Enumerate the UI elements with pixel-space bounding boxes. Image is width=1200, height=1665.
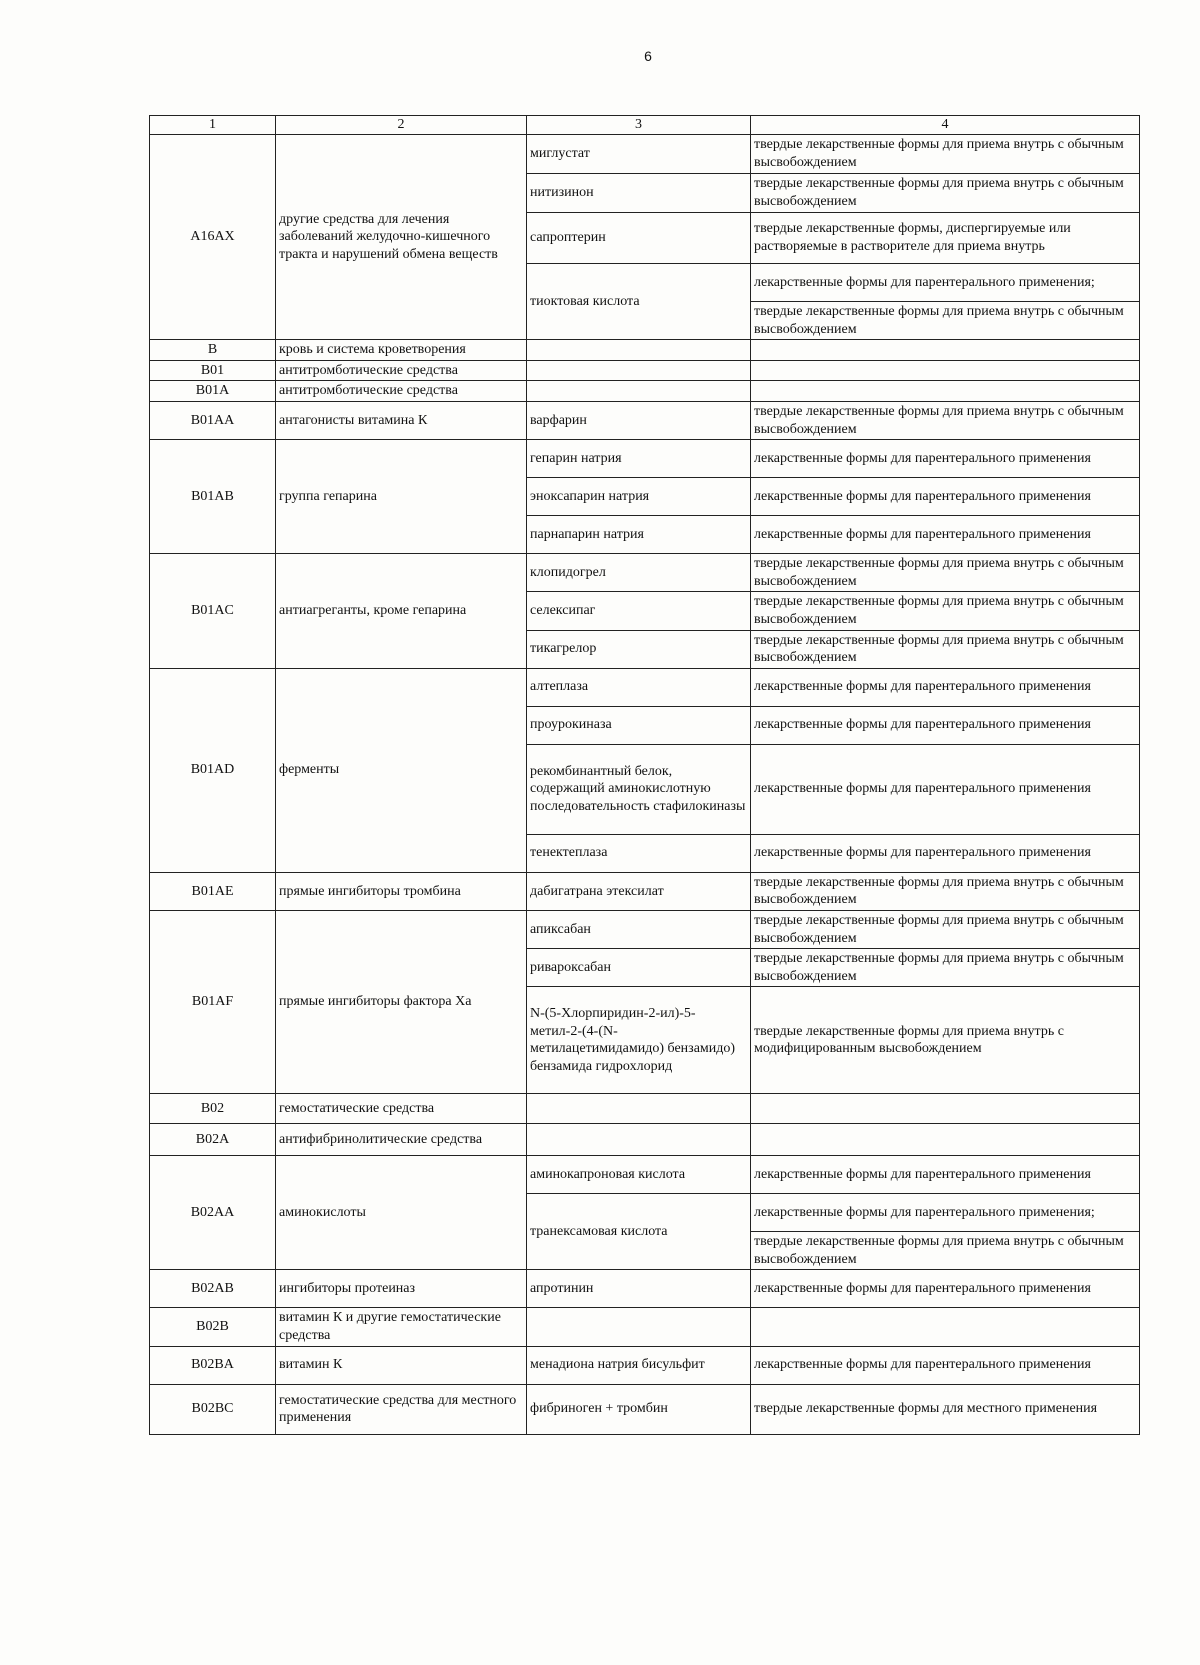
header-row [150,116,1140,135]
drug-name-empty [527,1094,751,1124]
drug-name: менадиона натрия бисульфит [527,1346,751,1384]
drug-name: аминокапроновая кислота [527,1156,751,1194]
group-name: гемостатические средства [276,1094,527,1124]
table-row [150,1384,1140,1434]
dosage-form: лекарственные формы для парентерального применения [751,478,1140,516]
dosage-form: лекарственные формы для парентерального применения [751,516,1140,554]
table-row [150,401,1140,439]
dosage-form-empty [751,1308,1140,1346]
drug-name: тиоктовая кислота [527,264,751,340]
column-header: 3 [527,116,751,135]
group-name: витамин К [276,1346,527,1384]
dosage-form: твердые лекарственные формы для приема внутрь с обычным высвобождением [751,302,1140,340]
dosage-form: твердые лекарственные формы для приема внутрь с обычным высвобождением [751,630,1140,668]
group-name: аминокислоты [276,1156,527,1270]
dosage-form: твердые лекарственные формы для местного применения [751,1384,1140,1434]
drug-table [149,115,1140,1435]
atc-code: B02B [150,1308,276,1346]
drug-name: ривароксабан [527,949,751,987]
atc-code: B02AB [150,1270,276,1308]
dosage-form: лекарственные формы для парентерального применения [751,744,1140,834]
table-row [150,554,1140,592]
dosage-form-empty [751,340,1140,361]
drug-name: транексамовая кислота [527,1194,751,1270]
group-name: антагонисты витамина К [276,401,527,439]
page-number: 6 [644,48,652,64]
drug-name: апиксабан [527,910,751,948]
drug-name: эноксапарин натрия [527,478,751,516]
table-row [150,1346,1140,1384]
table-row [150,1308,1140,1346]
drug-name: проурокиназа [527,706,751,744]
atc-code: B01AE [150,872,276,910]
drug-name: алтеплаза [527,668,751,706]
table-row [150,440,1140,478]
dosage-form: твердые лекарственные формы для приема внутрь с обычным высвобождением [751,592,1140,630]
dosage-form: твердые лекарственные формы для приема внутрь с модифицированным высвобождением [751,987,1140,1094]
table-row [150,135,1140,174]
drug-name: тикагрелор [527,630,751,668]
dosage-form: лекарственные формы для парентерального применения [751,1346,1140,1384]
drug-name-empty [527,1124,751,1156]
atc-code: B01AB [150,440,276,554]
dosage-form: твердые лекарственные формы для приема внутрь с обычным высвобождением [751,872,1140,910]
drug-name: клопидогрел [527,554,751,592]
atc-code: B02BA [150,1346,276,1384]
atc-code: B02AA [150,1156,276,1270]
group-name: другие средства для лечения заболеваний желудочно-кишечного тракта и нарушений обмена веществ [276,135,527,340]
dosage-form: твердые лекарственные формы для приема внутрь с обычным высвобождением [751,554,1140,592]
group-name: антифибринолитические средства [276,1124,527,1156]
dosage-form: лекарственные формы для парентерального применения [751,668,1140,706]
atc-code: A16AX [150,135,276,340]
table-row [150,1156,1140,1194]
group-name: антиагреганты, кроме гепарина [276,554,527,669]
dosage-form: твердые лекарственные формы для приема внутрь с обычным высвобождением [751,949,1140,987]
atc-code: B01 [150,360,276,381]
group-name: прямые ингибиторы тромбина [276,872,527,910]
drug-name: варфарин [527,401,751,439]
dosage-form: лекарственные формы для парентерального применения [751,834,1140,872]
dosage-form-empty [751,1094,1140,1124]
dosage-form: твердые лекарственные формы для приема внутрь с обычным высвобождением [751,401,1140,439]
table-row [150,340,1140,361]
dosage-form: лекарственные формы для парентерального применения; [751,1194,1140,1232]
group-name: гемостатические средства для местного применения [276,1384,527,1434]
drug-name: парнапарин натрия [527,516,751,554]
group-name: антитромботические средства [276,381,527,402]
group-name: группа гепарина [276,440,527,554]
dosage-form: твердые лекарственные формы для приема внутрь с обычным высвобождением [751,910,1140,948]
drug-name: тенектеплаза [527,834,751,872]
table-row [150,1124,1140,1156]
table-row [150,381,1140,402]
table-row [150,668,1140,706]
drug-name: фибриноген + тромбин [527,1384,751,1434]
drug-name: рекомбинантный белок, содержащий аминокислотную последовательность стафилокиназы [527,744,751,834]
atc-code: B01AD [150,668,276,872]
atc-code: B [150,340,276,361]
dosage-form: твердые лекарственные формы для приема внутрь с обычным высвобождением [751,174,1140,213]
atc-code: B01AA [150,401,276,439]
atc-code: B02A [150,1124,276,1156]
column-header: 2 [276,116,527,135]
atc-code: B02BC [150,1384,276,1434]
drug-name: селексипаг [527,592,751,630]
table-row [150,910,1140,948]
table-row [150,360,1140,381]
drug-name: гепарин натрия [527,440,751,478]
dosage-form: лекарственные формы для парентерального применения [751,440,1140,478]
atc-code: B01AC [150,554,276,669]
drug-name-empty [527,340,751,361]
atc-code: B02 [150,1094,276,1124]
dosage-form: лекарственные формы для парентерального применения; [751,264,1140,302]
dosage-form: твердые лекарственные формы, диспергируемые или растворяемые в растворителе для приема внутрь [751,213,1140,264]
drug-name-empty [527,381,751,402]
group-name: ингибиторы протеиназ [276,1270,527,1308]
drug-name: миглустат [527,135,751,174]
dosage-form: лекарственные формы для парентерального применения [751,1270,1140,1308]
table-row [150,1270,1140,1308]
dosage-form: твердые лекарственные формы для приема внутрь с обычным высвобождением [751,135,1140,174]
group-name: антитромботические средства [276,360,527,381]
group-name: ферменты [276,668,527,872]
drug-name-empty [527,360,751,381]
column-header: 4 [751,116,1140,135]
table-row [150,1094,1140,1124]
drug-name: N-(5-Хлорпиридин-2-ил)-5-метил-2-(4-(N-метилацетимидамидо) бензамидо) бензамида гидрохлорид [527,987,751,1094]
dosage-form-empty [751,381,1140,402]
drug-name-empty [527,1308,751,1346]
dosage-form: лекарственные формы для парентерального применения [751,706,1140,744]
dosage-form-empty [751,360,1140,381]
dosage-form: твердые лекарственные формы для приема внутрь с обычным высвобождением [751,1232,1140,1270]
group-name: кровь и система кроветворения [276,340,527,361]
drug-name: сапроптерин [527,213,751,264]
drug-name: нитизинон [527,174,751,213]
atc-code: B01A [150,381,276,402]
drug-name: дабигатрана этексилат [527,872,751,910]
atc-code: B01AF [150,910,276,1093]
group-name: прямые ингибиторы фактора Ха [276,910,527,1093]
dosage-form-empty [751,1124,1140,1156]
table-row [150,872,1140,910]
group-name: витамин К и другие гемостатические средства [276,1308,527,1346]
drug-name: апротинин [527,1270,751,1308]
dosage-form: лекарственные формы для парентерального применения [751,1156,1140,1194]
column-header: 1 [150,116,276,135]
